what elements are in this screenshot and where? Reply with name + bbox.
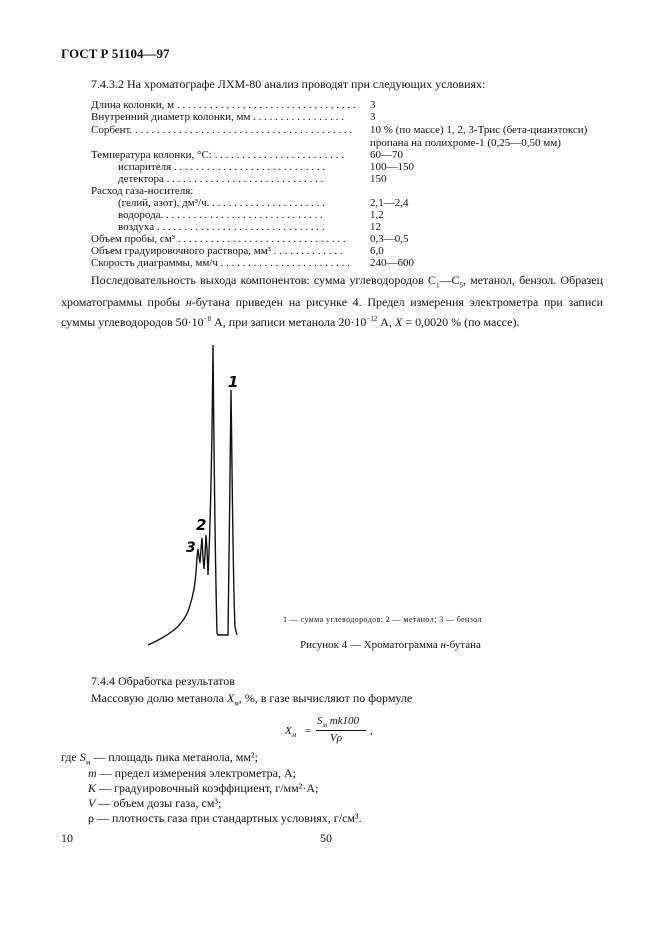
section-7432-lead: 7.4.3.2 На хроматографе ЛХМ-80 анализ проводят при следующих условиях: (91, 77, 486, 91)
condition-label: Объем градуировочного раствора, мм³ . . . . . . . . . . . . . (91, 245, 343, 257)
condition-label: Сорбент. . . . . . . . . . . . . . . . . . . . . . . . . . . . . . . . . . . . . . . . . (91, 124, 353, 136)
formula-equals: = (305, 725, 312, 737)
condition-value: 12 (370, 221, 381, 233)
document-header: ГОСТ Р 51104—97 (61, 46, 170, 61)
condition-value: 240—600 (370, 257, 414, 269)
condition-value: 3 (370, 111, 376, 123)
condition-value: 6,0 (370, 245, 384, 257)
section-744-intro: Массовую долю метанола $X_м$, %, в газе вычисляют по формуле (91, 691, 413, 708)
condition-value: 60—70 (370, 149, 403, 161)
condition-value: 10 % (по массе) 1, 2, 3-Трис (бета-цианэтокси) (370, 124, 588, 136)
condition-value: 100—150 (370, 161, 414, 173)
condition-label: Скорость диаграммы, мм/ч . . . . . . . . . . . . . . . . . . . . . . . . (91, 257, 350, 269)
condition-label: воздуха . . . . . . . . . . . . . . . . . . . . . . . . . . . . . . . (118, 221, 325, 233)
condition-label: Температура колонки, °С: . . . . . . . . . . . . . . . . . . . . . . . . (91, 149, 344, 161)
section-744-title: 7.4.4 Обработка результатов (91, 674, 235, 688)
condition-label: Расход газа-носителя: (91, 185, 194, 197)
condition-value: 2,1—2,4 (370, 197, 409, 209)
components-paragraph: Последовательность выхода компонентов: сумма углеводородов $C_1—C_5$, метанол, бензол. Образец хроматограммы пробы н-бутана приведен на рисунке 4. Предел измерения электрометра при записи суммы углеводородов $50\cdot 10^{-8}$ А, при записи метанола $20\cdot 10^{-12}$ А, X = 0,0020 % (по массе). (61, 273, 604, 330)
condition-value: 1,2 (370, 209, 384, 221)
condition-label: Объем пробы, см³ . . . . . . . . . . . . . . . . . . . . . . . . . . . . . . . (91, 233, 346, 245)
formula-lhs: $X_м$ (285, 725, 297, 740)
condition-value: 3 (370, 99, 376, 111)
condition-label: детектора . . . . . . . . . . . . . . . . . . . . . . . . . . . . . (118, 173, 324, 185)
condition-value-cont: пропана на полихроме-1 (0,25—0,50 мм) (370, 137, 561, 149)
figure-legend: 1 — сумма углеводородов; 2 — метанол; 3 — бензол (283, 615, 482, 624)
definition-item: V — объем дозы газа, см³; (88, 796, 222, 810)
peak-label-3: 3 (186, 540, 196, 556)
condition-label: водорода. . . . . . . . . . . . . . . . . . . . . . . . . . . . . . (118, 209, 323, 221)
condition-label: Длина колонки, м . . . . . . . . . . . . . . . . . . . . . . . . . . . . . . . . . (91, 99, 356, 111)
condition-label: Внутренний диаметр колонки, мм . . . . . . . . . . . . . . . . . (91, 111, 344, 123)
figure-caption: Рисунок 4 — Хроматограмма н-бутана (300, 639, 481, 651)
definition-item: K — градуировочный коэффициент, г/мм²·А; (88, 781, 319, 795)
condition-label: (гелий, азот), дм³/ч. . . . . . . . . . . . . . . . . . . . . . (118, 197, 325, 209)
condition-label: испарителя . . . . . . . . . . . . . . . . . . . . . . . . . . . . (118, 161, 326, 173)
definition-item: m — предел измерения электрометра, А; (88, 766, 297, 780)
definition-item: где $S_м$ — площадь пика метанола, мм²; (61, 750, 258, 767)
peak-label-1: 1 (228, 373, 239, 391)
chromatogram-trace (148, 345, 237, 645)
chromatogram-figure (140, 335, 280, 650)
page-number-left: 10 (61, 831, 73, 845)
formula-comma: , (370, 725, 373, 737)
condition-value: 0,3—0,5 (370, 233, 409, 245)
condition-value: 150 (370, 173, 387, 185)
peak-label-2: 2 (196, 516, 207, 534)
fraction-bar (316, 730, 366, 731)
formula-numerator: $S_м$ mk100 (317, 715, 360, 730)
definition-item: ρ — плотность газа при стандартных условиях, г/см³. (88, 811, 362, 825)
formula-denominator: Vρ (330, 732, 342, 744)
page-number-center: 50 (320, 831, 332, 845)
methanol-formula (285, 715, 385, 745)
